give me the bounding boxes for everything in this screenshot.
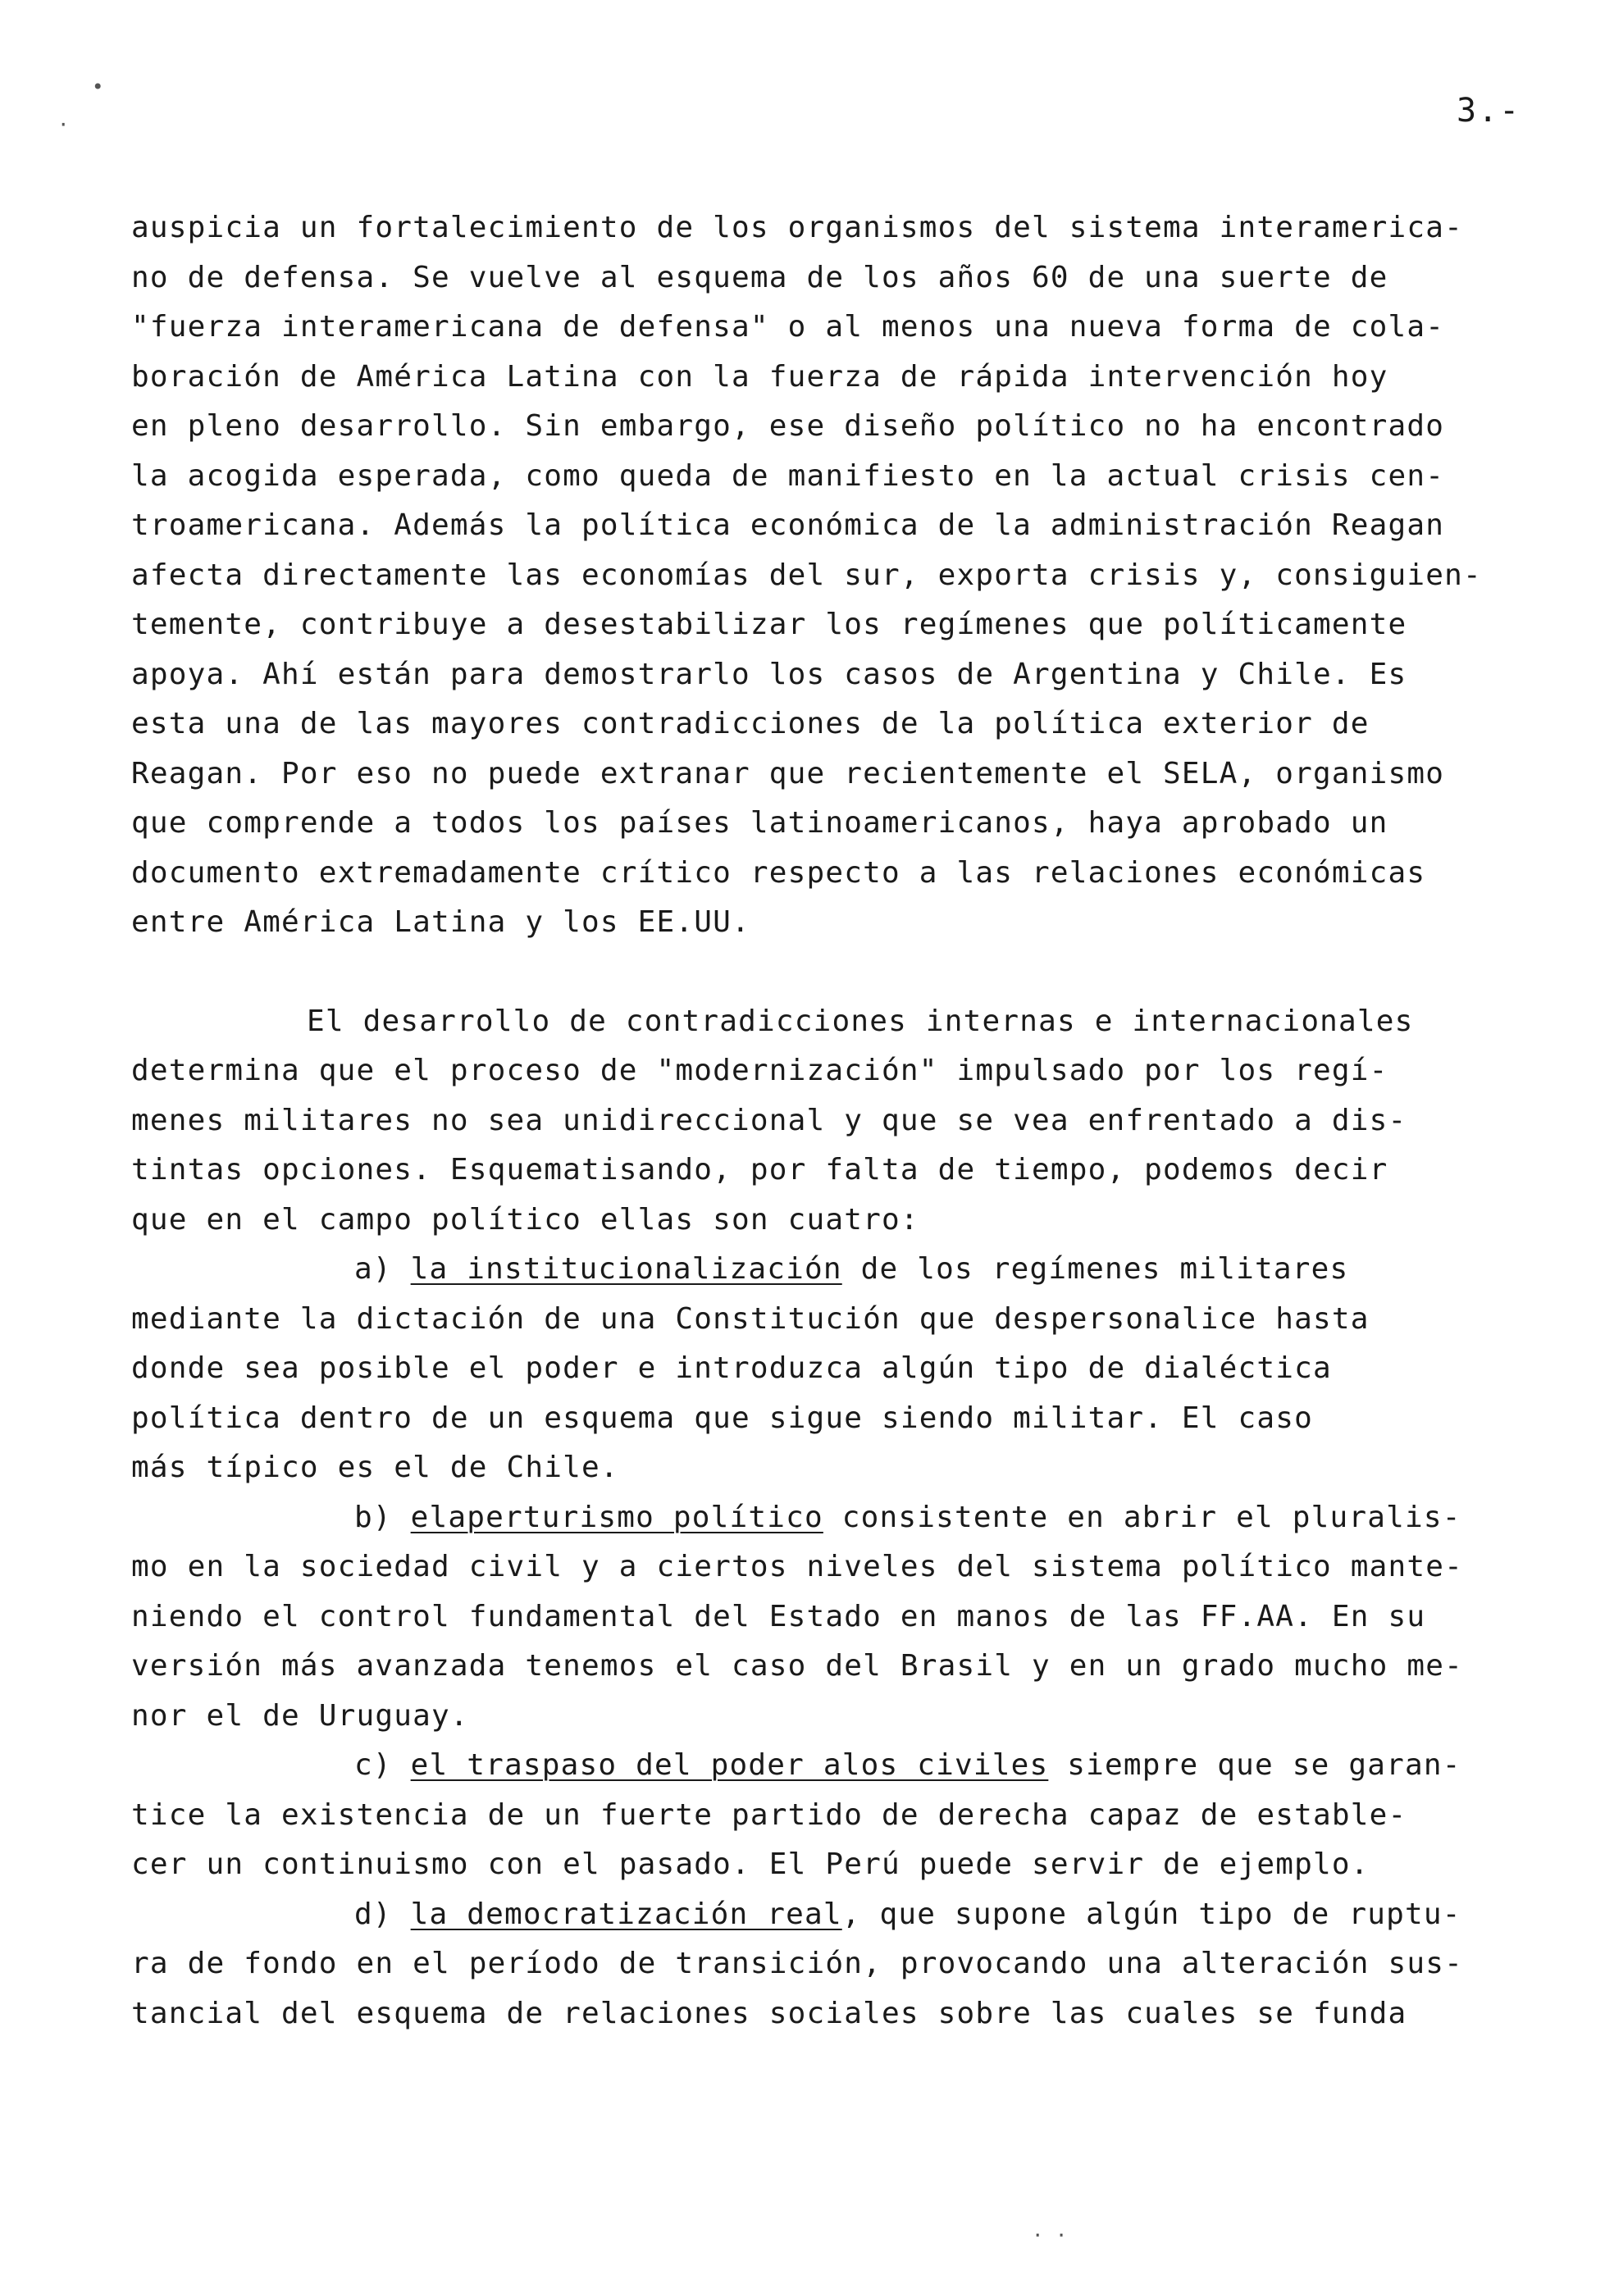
item-text: consistente en abrir el pluralis-	[823, 1500, 1461, 1534]
paragraph-1	[131, 203, 1575, 948]
text-line: que comprende a todos los países latinoamericanos, haya aprobado un	[131, 806, 1388, 840]
item-first-line	[131, 1890, 1575, 1940]
text-line: auspicia un fortalecimiento de los organismos del sistema interamerica-	[131, 211, 1464, 244]
text-line: apoya. Ahí están para demostrarlo los casos de Argentina y Chile. Es	[131, 657, 1407, 691]
text-line: Reagan. Por eso no puede extranar que recientemente el SELA, organismo	[131, 756, 1445, 790]
list-item-b	[131, 1493, 1575, 1742]
item-term: la democratización real	[410, 1897, 842, 1931]
text-line: tintas opciones. Esquematisando, por falta de tiempo, podemos decir	[131, 1153, 1388, 1187]
list-item-a	[131, 1245, 1575, 1493]
item-text: , que supone algún tipo de ruptu-	[841, 1897, 1461, 1931]
text-line: determina que el proceso de "modernización" impulsado por los regí-	[131, 1054, 1388, 1087]
item-marker: c)	[354, 1748, 411, 1782]
paragraph-gap	[131, 948, 1575, 997]
item-marker: b)	[354, 1500, 411, 1534]
item-first-line	[131, 1245, 1575, 1295]
text-line: cer un continuismo con el pasado. El Perú puede servir de ejemplo.	[131, 1847, 1370, 1881]
text-line: entre América Latina y los EE.UU.	[131, 905, 750, 939]
text-line: en pleno desarrollo. Sin embargo, ese diseño político no ha encontrado	[131, 409, 1445, 443]
item-term: el traspaso del poder alos civiles	[410, 1748, 1049, 1782]
scan-mark: · ·	[1032, 2224, 1068, 2247]
item-marker: a)	[354, 1252, 411, 1286]
item-first-line	[131, 1741, 1575, 1791]
text-line: El desarrollo de contradicciones internas e internacionales	[307, 1004, 1414, 1038]
scan-mark: ·	[57, 113, 70, 136]
text-line: documento extremadamente crítico respecto a las relaciones económicas	[131, 855, 1426, 890]
text-line: menes militares no sea unidireccional y que se vea enfrentado a dis-	[131, 1103, 1407, 1137]
text-line: tancial del esquema de relaciones sociales sobre las cuales se funda	[131, 1996, 1407, 2030]
text-line: troamericana. Además la política económica de la administración Reagan	[131, 508, 1445, 542]
text-line: mo en la sociedad civil y a ciertos niveles del sistema político mante-	[131, 1550, 1464, 1583]
paragraph-2	[131, 997, 1575, 1246]
text-line: mediante la dictación de una Constitución que despersonalice hasta	[131, 1301, 1370, 1336]
scan-mark: •	[92, 75, 104, 98]
item-text: siempre que se garan-	[1048, 1748, 1461, 1782]
text-line: que en el campo político ellas son cuatro:	[131, 1202, 919, 1237]
text-line: nor el de Uruguay.	[131, 1698, 469, 1733]
text-line: niendo el control fundamental del Estado en manos de las FF.AA. En su	[131, 1599, 1426, 1633]
text-line: versión más avanzada tenemos el caso del Brasil y en un grado mucho me-	[131, 1649, 1464, 1683]
text-line: ra de fondo en el período de transición, provocando una alteración sus-	[131, 1947, 1464, 1980]
item-first-line	[131, 1493, 1575, 1543]
text-line: tice la existencia de un fuerte partido de derecha capaz de estable-	[131, 1797, 1407, 1832]
list-item-d	[131, 1890, 1575, 2039]
text-line: afecta directamente las economías del sur, exporta crisis y, consiguien-	[131, 558, 1482, 592]
item-marker: d)	[354, 1897, 411, 1931]
item-text: de los regímenes militares	[841, 1252, 1349, 1286]
text-line: "fuerza interamericana de defensa" o al menos una nueva forma de cola-	[131, 310, 1445, 344]
text-line: donde sea posible el poder e introduzca algún tipo de dialéctica	[131, 1351, 1332, 1385]
item-term: elaperturismo político	[410, 1500, 823, 1534]
item-term: la institucionalización	[410, 1252, 842, 1286]
text-line: más típico es el de Chile.	[131, 1451, 619, 1484]
text-line: boración de América Latina con la fuerza de rápida intervención hoy	[131, 359, 1388, 394]
text-line: la acogida esperada, como queda de manifiesto en la actual crisis cen-	[131, 458, 1445, 493]
text-line: política dentro de un esquema que sigue siendo militar. El caso	[131, 1401, 1314, 1435]
page-number: 3.-	[1457, 92, 1521, 130]
body-text	[131, 203, 1575, 2039]
text-line: no de defensa. Se vuelve al esquema de los años 60 de una suerte de	[131, 260, 1388, 294]
text-line: esta una de las mayores contradicciones de la política exterior de	[131, 707, 1370, 740]
list-item-c	[131, 1741, 1575, 1890]
text-line: temente, contribuye a desestabilizar los regímenes que políticamente	[131, 608, 1407, 641]
